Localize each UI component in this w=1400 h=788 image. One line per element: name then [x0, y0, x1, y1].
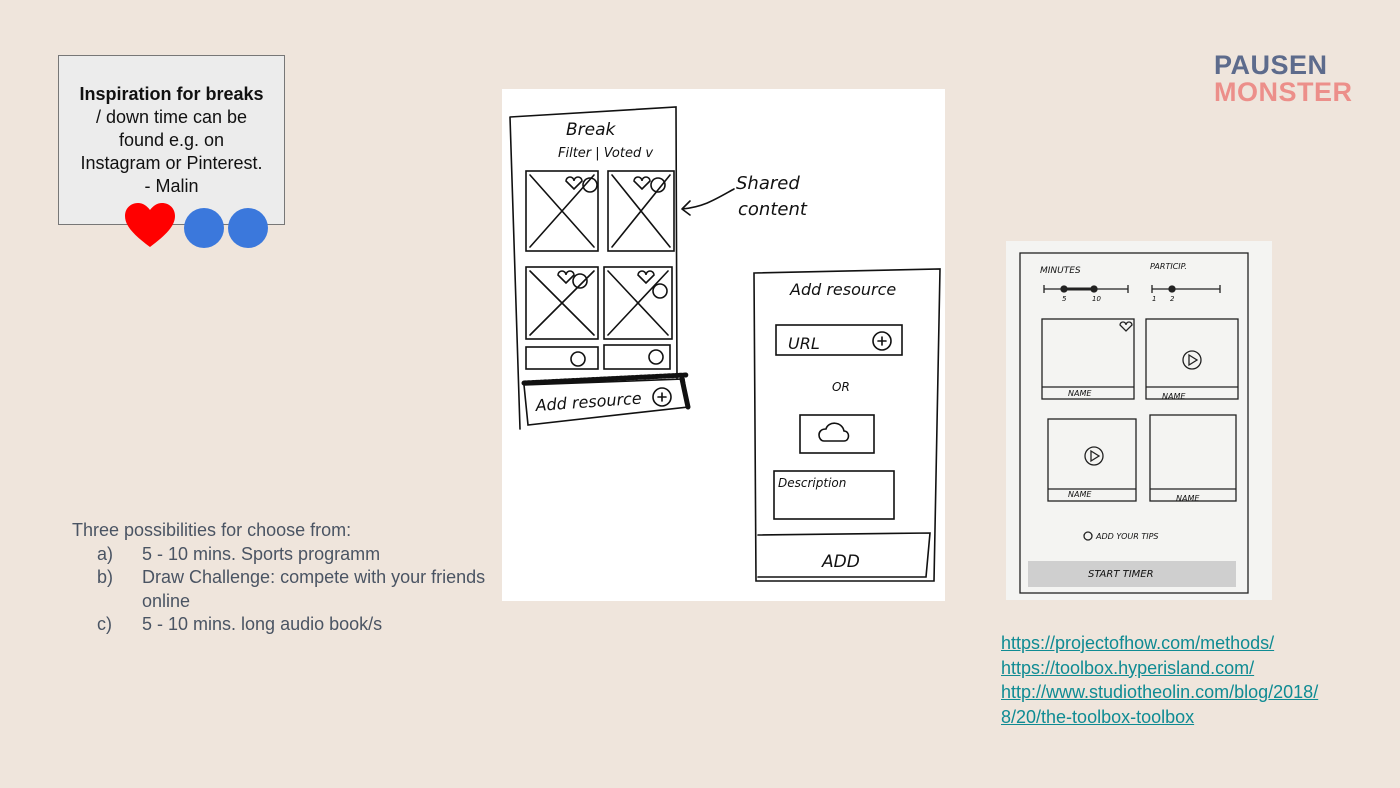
logo-line-2: MONSTER: [1214, 77, 1353, 107]
list-marker: c): [97, 614, 112, 634]
or-label: OR: [832, 380, 850, 394]
particip-tick: 2: [1170, 295, 1175, 303]
sketch-filters: Filter | Voted v: [558, 146, 654, 161]
reference-link[interactable]: https://projectofhow.com/methods/: [1001, 633, 1275, 653]
note-title: Inspiration for breaks: [79, 84, 264, 104]
sticky-note: [58, 55, 285, 225]
note-line: / down time can be: [95, 107, 248, 127]
list-item: [72, 566, 492, 613]
form-title: Add resource: [790, 280, 897, 299]
list-text: Draw Challenge: compete with your friends online: [142, 567, 486, 611]
card-label: NAME: [1162, 392, 1186, 401]
reference-link[interactable]: https://toolbox.hyperisland.com/: [1001, 657, 1255, 678]
description-label: Description: [778, 476, 847, 490]
note-line: found e.g. on: [118, 130, 225, 150]
list-text: 5 - 10 mins. Sports programm: [142, 543, 381, 564]
options-heading: Three possibilities for choose from:: [72, 520, 352, 540]
annotation-content: content: [738, 199, 807, 220]
add-button-label: ADD: [822, 552, 860, 572]
add-resource-label: Add resource: [534, 388, 643, 415]
blue-dot[interactable]: [228, 208, 268, 248]
reference-links: [1001, 631, 1321, 729]
particip-tick: 1: [1152, 295, 1157, 303]
add-tips-label: ADD YOUR TIPS: [1096, 532, 1159, 541]
blue-dot[interactable]: [184, 208, 224, 248]
heart-icon[interactable]: [124, 203, 176, 249]
list-text: 5 - 10 mins. long audio book/s: [142, 614, 383, 634]
annotation-shared: Shared: [736, 173, 800, 194]
wireframe-sketch-timer: [1006, 241, 1272, 600]
wireframe-sketch-feed: [502, 89, 945, 601]
minutes-tick: 5: [1062, 295, 1067, 303]
start-timer-label: START TIMER: [1088, 569, 1154, 580]
note-author: - Malin: [144, 176, 199, 196]
minutes-label: MINUTES: [1040, 266, 1081, 276]
card-label: NAME: [1068, 389, 1092, 398]
card-label: NAME: [1068, 490, 1092, 499]
list-marker: b): [97, 567, 114, 587]
pausen-monster-logo: [1214, 52, 1353, 106]
minutes-tick: 10: [1092, 295, 1101, 303]
sketch-title: Break: [566, 120, 616, 140]
options-list: [72, 519, 492, 637]
list-item: [72, 543, 492, 567]
url-label: URL: [788, 334, 820, 353]
card-label: NAME: [1176, 494, 1200, 503]
logo-line-1: PAUSEN: [1214, 50, 1328, 80]
note-line: Instagram or Pinterest.: [80, 153, 263, 173]
particip-label: PARTICIP.: [1150, 262, 1187, 271]
list-marker: a): [97, 543, 114, 564]
reference-link[interactable]: http://www.studiotheolin.com/blog/2018/8/20/the-toolbox-toolbox: [1001, 682, 1319, 727]
list-item: [72, 613, 492, 637]
